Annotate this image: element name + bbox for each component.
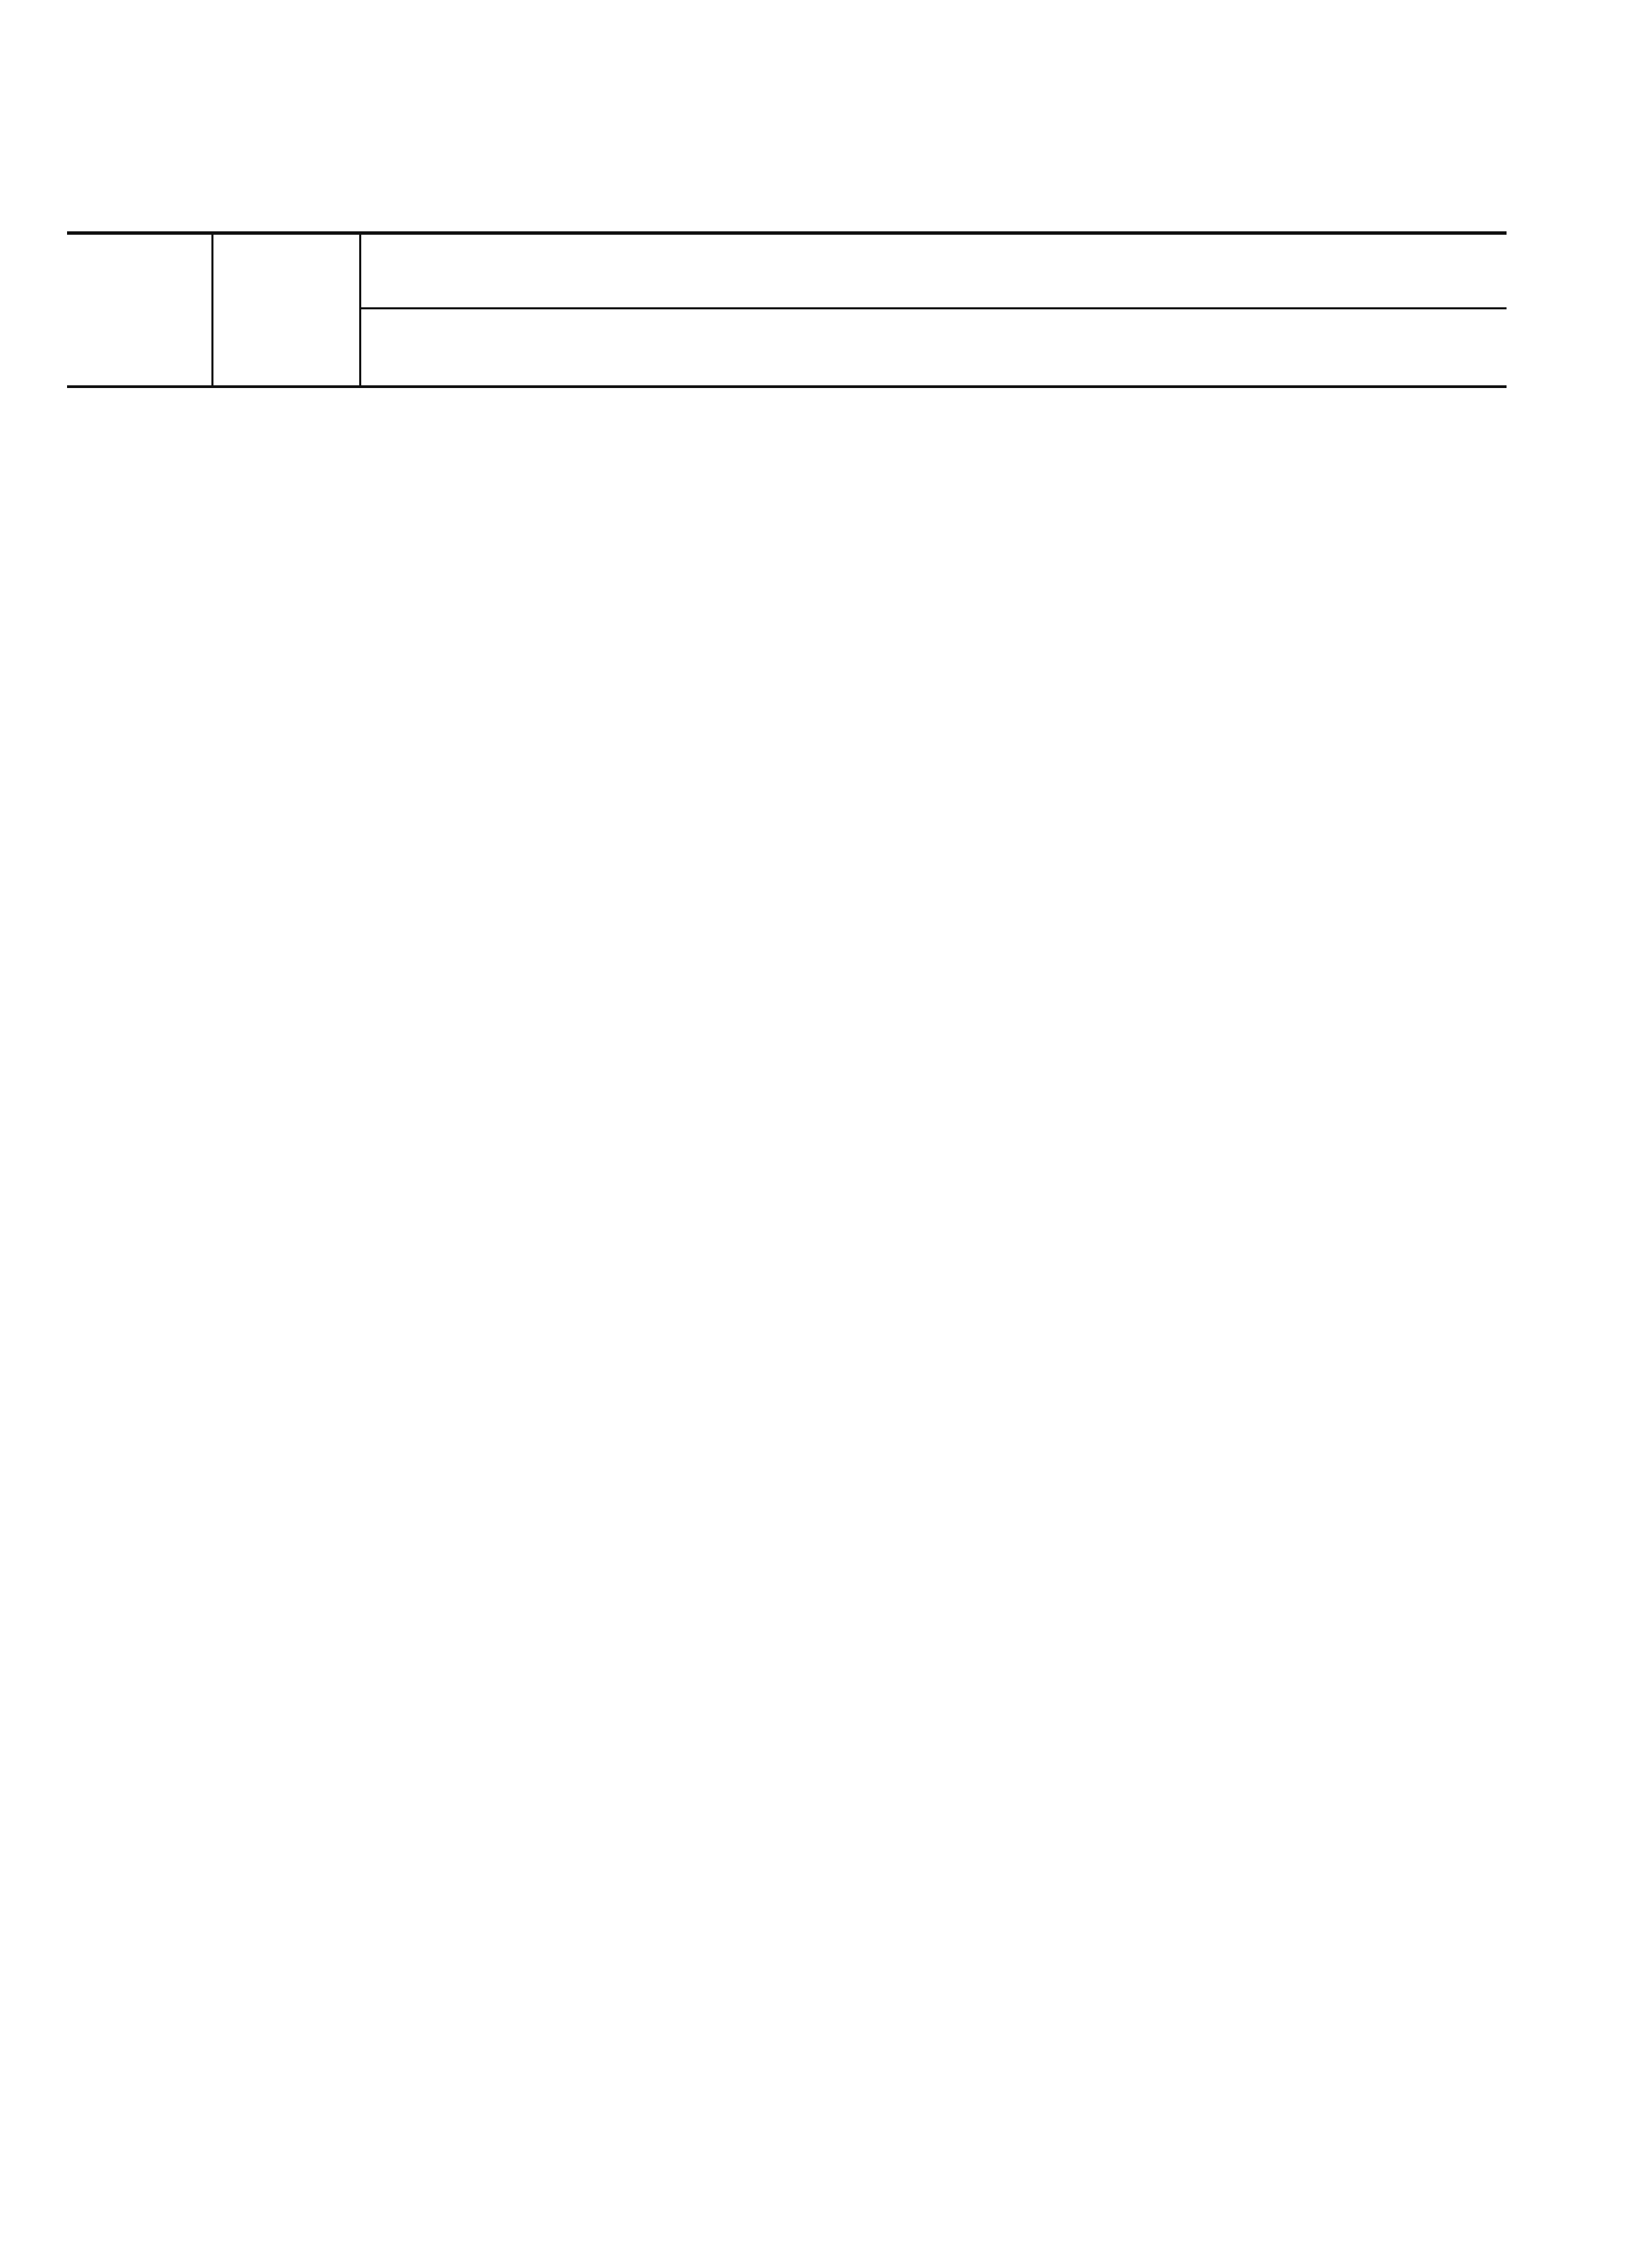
table-header bbox=[67, 233, 1507, 387]
column-header-cost bbox=[212, 233, 360, 387]
page-header bbox=[1495, 118, 1507, 157]
column-header-altitude bbox=[67, 233, 212, 387]
data-table bbox=[67, 231, 1507, 388]
column-group-header bbox=[360, 233, 1507, 309]
